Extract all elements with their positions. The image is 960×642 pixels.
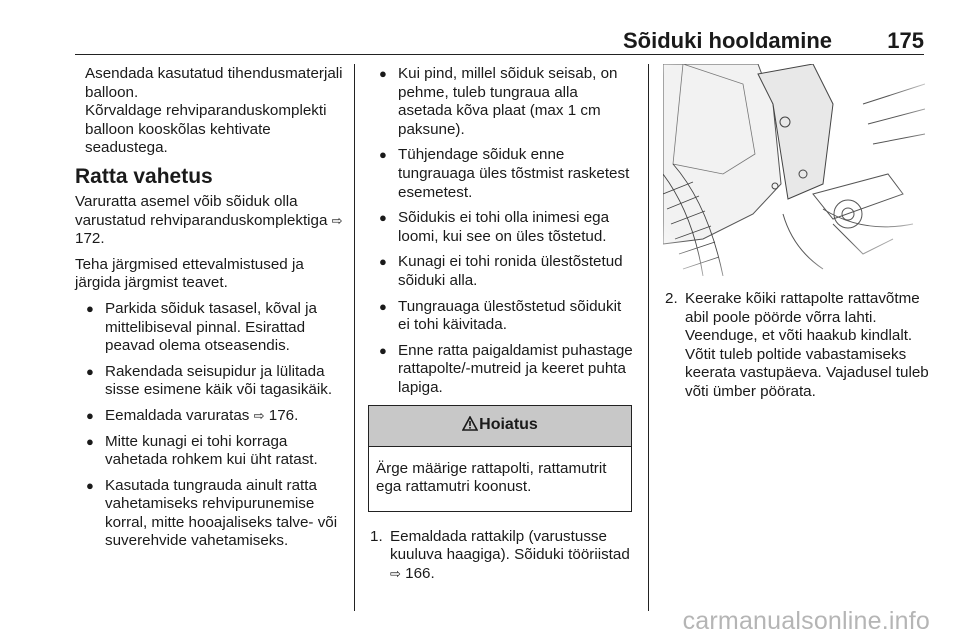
steps-list — [368, 528, 634, 584]
safety-list — [368, 65, 634, 398]
step-item: 1. Eemaldada rattakilp (varustusse kuuluva haagiga). Sõiduki tööriistad ⇨ 166. — [370, 527, 630, 582]
steps-list-continued — [663, 290, 929, 402]
cross-reference-arrow-icon: ⇨ — [331, 212, 343, 228]
bullet-icon: ● — [379, 147, 387, 163]
header-rule — [75, 54, 924, 55]
page-header — [75, 28, 924, 55]
bullet-icon: ● — [86, 477, 94, 493]
warning-text: Ärge määrige rattapolti, rattamutrit ega rattamutri koonust. — [376, 459, 607, 496]
middle-column — [368, 65, 634, 583]
right-column — [663, 290, 929, 402]
list-item: ● Kunagi ei tohi ronida ülestõstetud sõiduki alla. — [379, 253, 623, 289]
cross-reference-arrow-icon: ⇨ — [253, 407, 265, 423]
list-item: ● Tühjendage sõiduk enne tungrauaga üles tõstmist rasketest esemetest. — [379, 146, 630, 201]
cross-reference-arrow-icon: ⇨ — [390, 565, 401, 581]
warning-box — [368, 405, 632, 512]
wheel-hub-image — [663, 64, 925, 276]
left-column — [75, 65, 345, 558]
list-item: ● Kui pind, millel sõiduk seisab, on pehme, tuleb tungraua alla asetada kõva plaat (max 1 cm paksune). — [379, 65, 618, 138]
page-number: 175 — [887, 28, 924, 53]
list-item: ● Eemaldada varuratas ⇨ 176. — [86, 406, 299, 424]
intro-text-1: Asendada kasutatud tihendusmaterjali balloon. — [85, 65, 343, 101]
bullet-icon: ● — [86, 433, 94, 449]
bullet-icon: ● — [379, 210, 387, 226]
step-number: 2. — [665, 290, 678, 307]
wheel-illustration — [663, 64, 925, 276]
page-reference[interactable]: 172. — [75, 230, 105, 248]
bullet-icon: ● — [86, 407, 94, 423]
intro-text-2: Kõrvaldage rehviparanduskomplekti balloon kooskõlas kehtivate seadustega. — [85, 102, 327, 157]
page-reference[interactable]: 176. — [268, 406, 299, 424]
column-divider-left — [354, 64, 355, 611]
step-item: 2. Keerake kõiki rattapolte rattavõtme abil poole pöörde võrra lahti. Veenduge, et võti haakub kindlalt. Võtit tuleb poltide vabastamiseks keerata vastupäeva. Vajadusel tuleb võti ümber pöörata. — [665, 290, 929, 400]
bullet-icon: ● — [379, 66, 387, 81]
list-item: ● Kasutada tungrauda ainult ratta vahetamiseks rehvipurunemise korral, mitte hooajaliseks talve- või suverehvide vahetamiseks. — [86, 476, 338, 550]
warning-header — [369, 406, 631, 447]
step-number: 1. — [370, 527, 383, 545]
list-item: ● Sõidukis ei tohi olla inimesi ega loomi, kui see on üles tõstetud. — [379, 209, 610, 245]
column-divider-right — [648, 64, 649, 611]
list-item: ● Enne ratta paigaldamist puhastage rattapolte/-mutreid ja keeret puhta lapiga. — [379, 341, 633, 396]
spare-wheel-paragraph: Varuratta asemel võib sõiduk olla varustatud rehviparanduskomplektiga ⇨ 172. — [75, 192, 343, 248]
warning-title: Hoiatus — [479, 416, 538, 434]
preparation-paragraph: Teha järgmised ettevalmistused ja järgida järgmist teavet. — [75, 255, 304, 292]
list-item: ● Rakendada seisupidur ja lülitada sisse esimene käik või tagasikäik. — [86, 362, 333, 399]
bullet-icon: ● — [86, 300, 94, 316]
warning-triangle-icon — [462, 416, 478, 436]
list-item: ● Parkida sõiduk tasasel, kõval ja mittelibiseval pinnal. Esirattad peavad olema otseasendis. — [86, 299, 317, 355]
watermark: carmanualsonline.info — [682, 607, 930, 635]
list-item: ● Tungrauaga ülestõstetud sõidukit ei tohi käivitada. — [379, 297, 622, 334]
bullet-icon: ● — [379, 254, 387, 270]
list-item: ● Mitte kunagi ei tohi korraga vahetada rohkem kui üht ratast. — [86, 432, 318, 469]
section-title: Sõiduki hooldamine — [622, 28, 832, 53]
bullet-icon: ● — [86, 363, 94, 379]
bullet-icon: ● — [379, 298, 387, 314]
page-reference[interactable]: 166. — [405, 564, 435, 582]
section-heading: Ratta vahetus — [75, 164, 213, 188]
preparation-list — [75, 300, 345, 551]
bullet-icon: ● — [379, 342, 387, 358]
